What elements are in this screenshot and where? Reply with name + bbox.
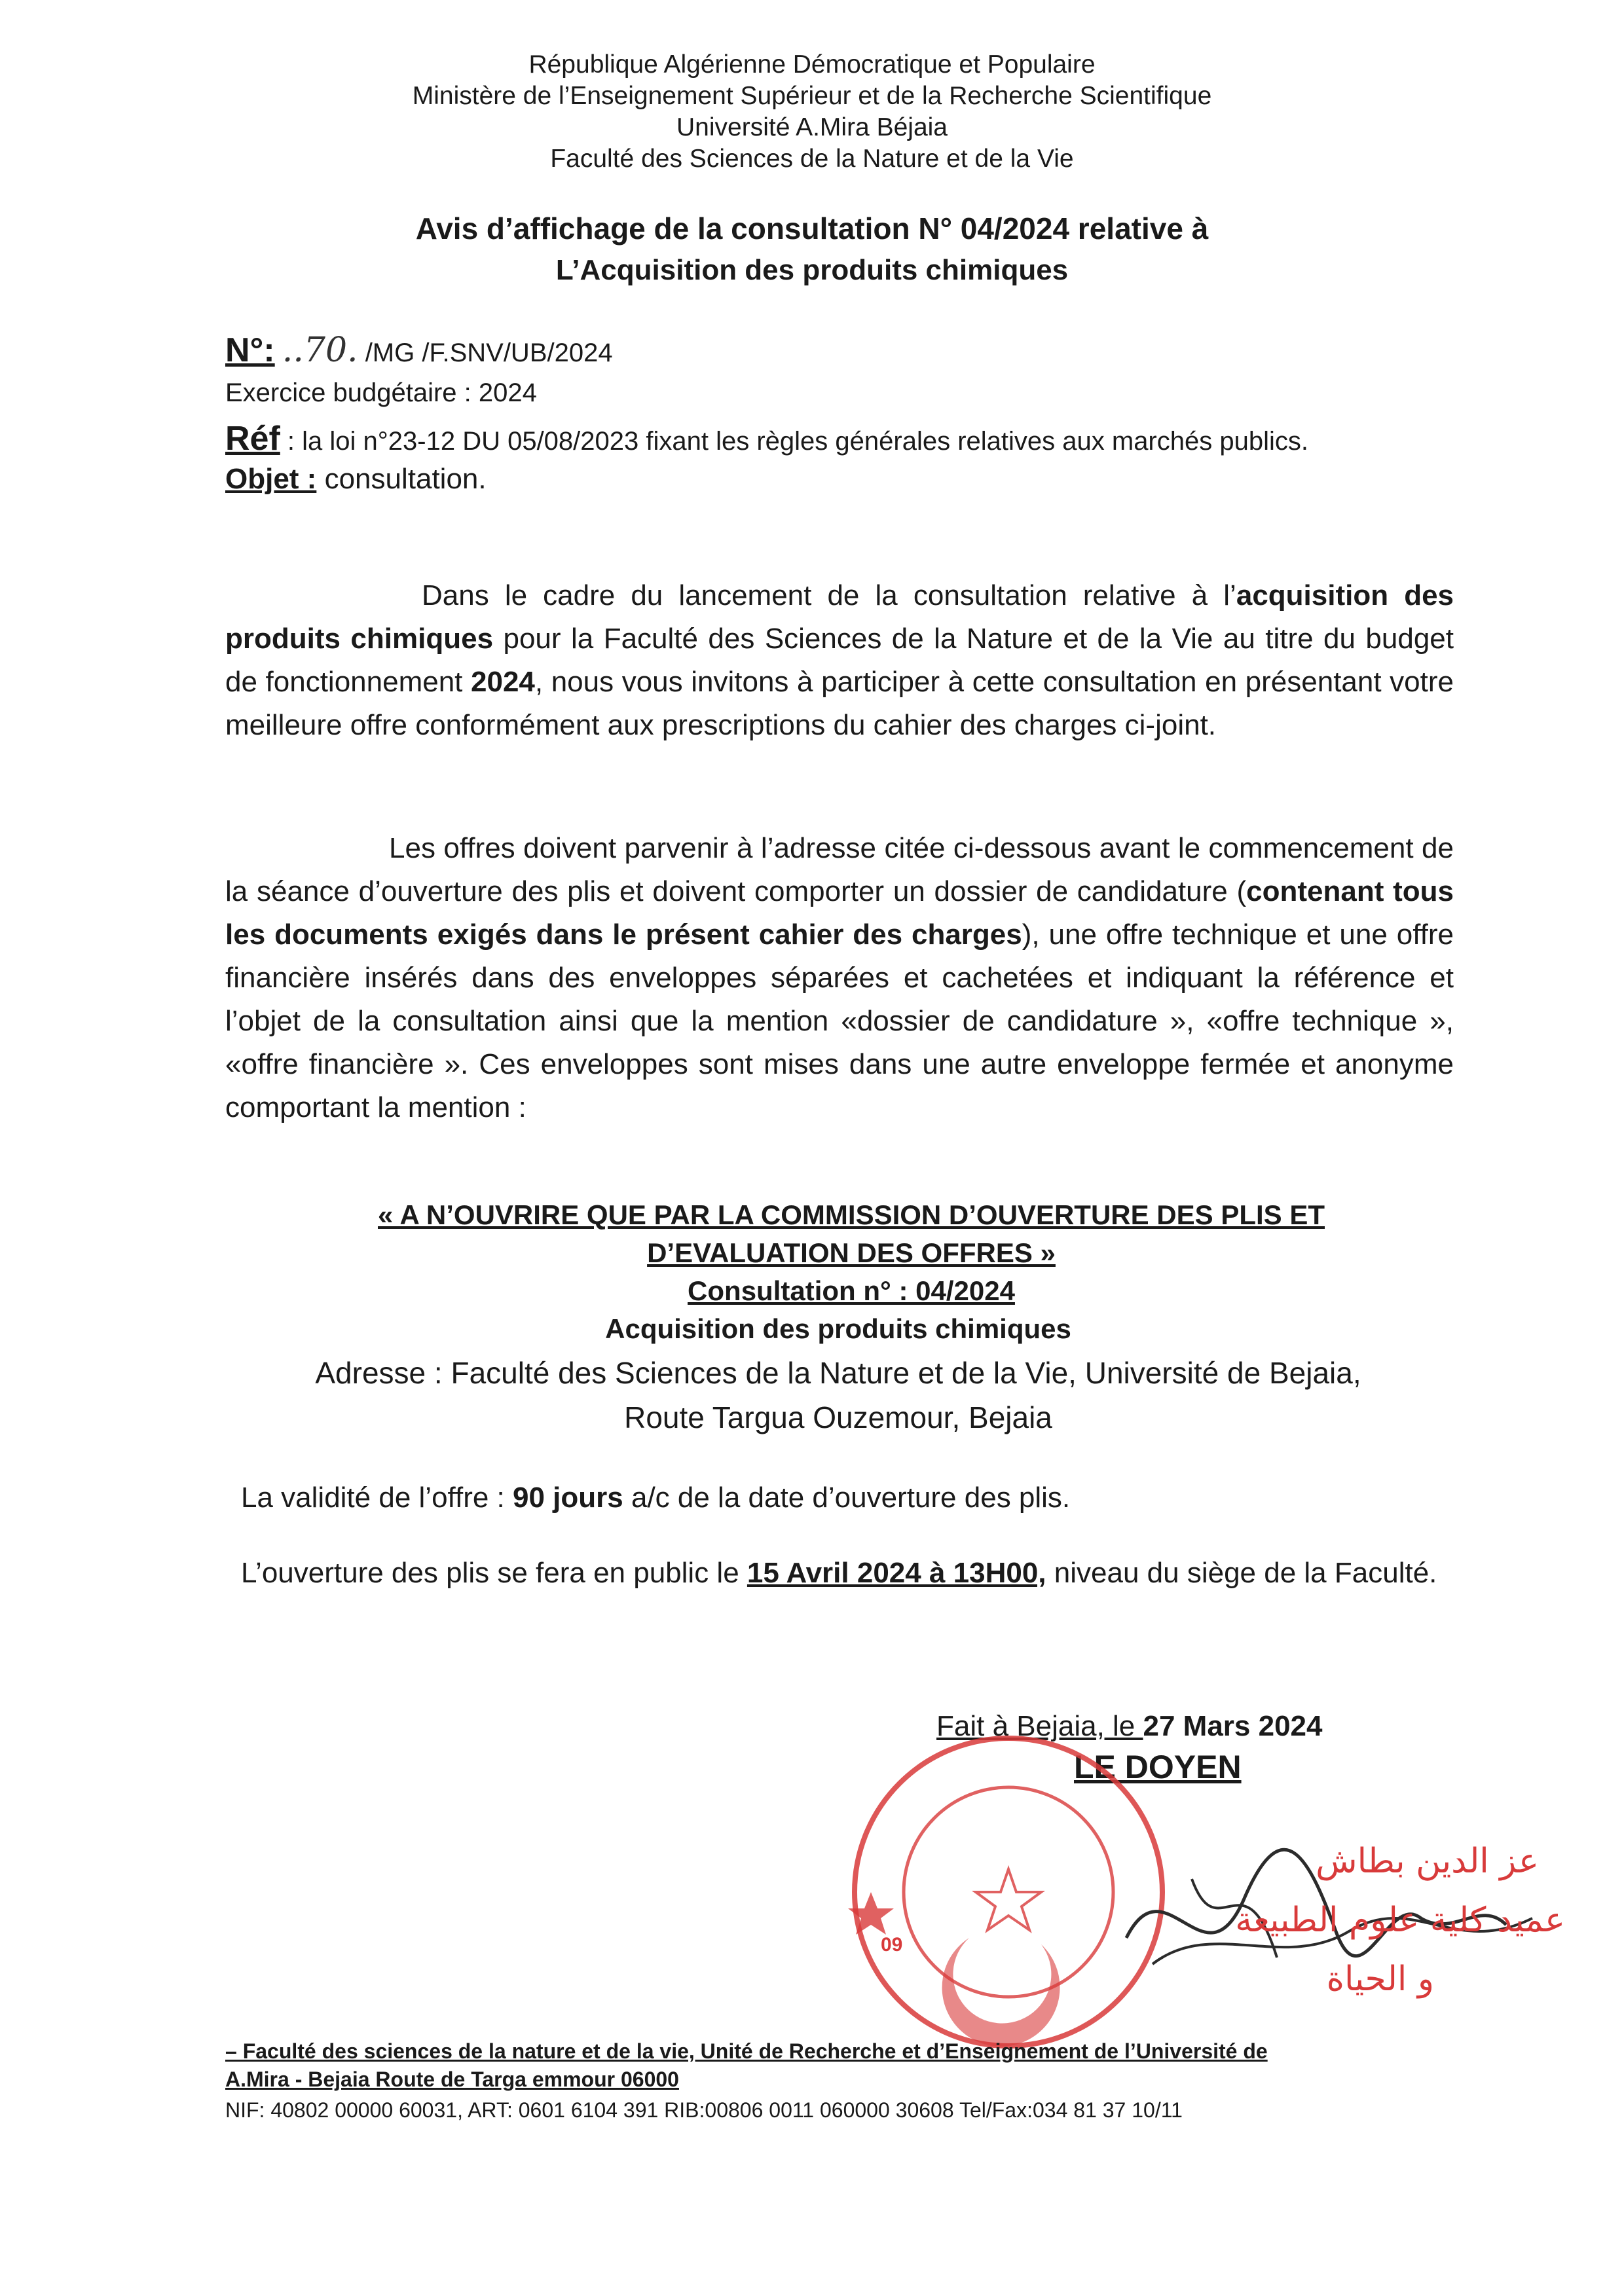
document-title: Avis d’affichage de la consultation N° 04/2024 relative à bbox=[415, 211, 1209, 246]
para1-bold-year: 2024 bbox=[471, 666, 535, 698]
mention-acquisition: Acquisition des produits chimiques bbox=[605, 1313, 1071, 1344]
intro-paragraph bbox=[225, 574, 1454, 747]
ref-value: : la loi n°23-12 DU 05/08/2023 fixant les règles générales relatives aux marchés publics. bbox=[287, 427, 1308, 456]
para1-text-c: pour la Faculté des Sciences de la Nature et de la Vie au titre du budget de fonctionnement bbox=[225, 623, 1454, 698]
footer-line-1: – Faculté des sciences de la nature et de la vie, Unité de Recherche et d’Enseignement de l’Université de bbox=[225, 2039, 1268, 2063]
dean-signature bbox=[1113, 1820, 1572, 2030]
validity-line bbox=[241, 1476, 1454, 1520]
para1-bold-b: acquisition des produits chimiques bbox=[225, 579, 1454, 655]
mention-address-1: Adresse : Faculté des Sciences de la Nature et de la Vie, Université de Bejaia, bbox=[315, 1356, 1361, 1390]
number-label: N°: bbox=[225, 331, 275, 369]
para1-text-e: , nous vous invitons à participer à cette consultation en présentant votre meilleure offre conformément aux prescriptions du cahier des charges ci-joint. bbox=[225, 666, 1454, 741]
footer-line-3: NIF: 40802 00000 60031, ART: 0601 6104 391 RIB:00806 0011 060000 30608 Tel/Fax:034 81 37 10/11 bbox=[225, 2098, 1183, 2122]
opening-date: 15 Avril 2024 à 13H00, bbox=[747, 1557, 1046, 1589]
footer-line-2: A.Mira - Bejaia Route de Targa emmour 06000 bbox=[225, 2068, 679, 2091]
validity-text-c: a/c de la date d’ouverture des plis. bbox=[623, 1482, 1071, 1514]
opening-paragraph bbox=[241, 1552, 1454, 1595]
arabic-dean-title: عميد كلية علوم الطبيعة bbox=[1235, 1901, 1565, 1940]
subject-label: Objet : bbox=[225, 463, 317, 495]
subject-value: consultation. bbox=[324, 463, 487, 495]
number-value: /MG /F.SNV/UB/2024 bbox=[365, 338, 613, 367]
header-ministry: Ministère de l’Enseignement Supérieur et de la Recherche Scientifique bbox=[412, 82, 1212, 110]
mention-line-1: « A N’OUVRIRE QUE PAR LA COMMISSION D’OUVERTURE DES PLIS ET bbox=[377, 1199, 1325, 1230]
signature-date: 27 Mars 2024 bbox=[1143, 1710, 1323, 1742]
para2-text-c: ), une offre technique et une offre financière insérés dans des enveloppes séparées et cachetées et indiquant la référence et l’objet de la consultation ainsi que la mention «dossier de candidature », «offre technique », «offre financière ». Ces enveloppes sont mises dans une autre enveloppe fermée et anonyme comportant la mention : bbox=[225, 919, 1454, 1123]
para2-text-a: Les offres doivent parvenir à l’adresse citée ci-dessous avant le commencement de la séance d’ouverture des plis et doivent comporter un dossier de candidature ( bbox=[225, 832, 1454, 907]
ref-label: Réf bbox=[225, 420, 280, 458]
para1-text-a: Dans le cadre du lancement de la consultation relative à l’ bbox=[422, 579, 1236, 611]
header-faculty: Faculté des Sciences de la Nature et de la Vie bbox=[550, 145, 1074, 173]
handwritten-number: ..70. bbox=[282, 331, 358, 370]
document-subtitle: L’Acquisition des produits chimiques bbox=[555, 254, 1069, 286]
mention-line-2: D’EVALUATION DES OFFRES » bbox=[647, 1237, 1056, 1268]
arabic-dean-name: عز الدين بطاش bbox=[1316, 1842, 1539, 1881]
arabic-faculty: و الحياة bbox=[1326, 1959, 1434, 1999]
header-republic: République Algérienne Démocratique et Populaire bbox=[528, 50, 1096, 79]
signature-place: Fait à Bejaia, le bbox=[936, 1710, 1143, 1742]
stamp-number: 09 bbox=[881, 1934, 903, 1956]
offers-paragraph bbox=[225, 827, 1454, 1129]
mention-address-2: Route Targua Ouzemour, Bejaia bbox=[624, 1400, 1052, 1434]
opening-text-a: L’ouverture des plis se fera en public le bbox=[241, 1557, 747, 1589]
validity-text-a: La validité de l’offre : bbox=[241, 1482, 513, 1514]
para2-bold-b: contenant tous les documents exigés dans le présent cahier des charges bbox=[225, 875, 1454, 951]
legal-reference-line bbox=[225, 419, 1308, 458]
opening-text-c: niveau du siège de la Faculté. bbox=[1046, 1557, 1437, 1589]
validity-days: 90 jours bbox=[513, 1482, 623, 1514]
subject-line bbox=[225, 463, 487, 496]
header-university: Université A.Mira Béjaia bbox=[676, 113, 948, 141]
fiscal-year: Exercice budgétaire : 2024 bbox=[225, 378, 537, 407]
reference-number-line bbox=[225, 331, 613, 370]
mention-consultation-number: Consultation n° : 04/2024 bbox=[688, 1275, 1015, 1306]
dean-title: LE DOYEN bbox=[1074, 1749, 1242, 1785]
